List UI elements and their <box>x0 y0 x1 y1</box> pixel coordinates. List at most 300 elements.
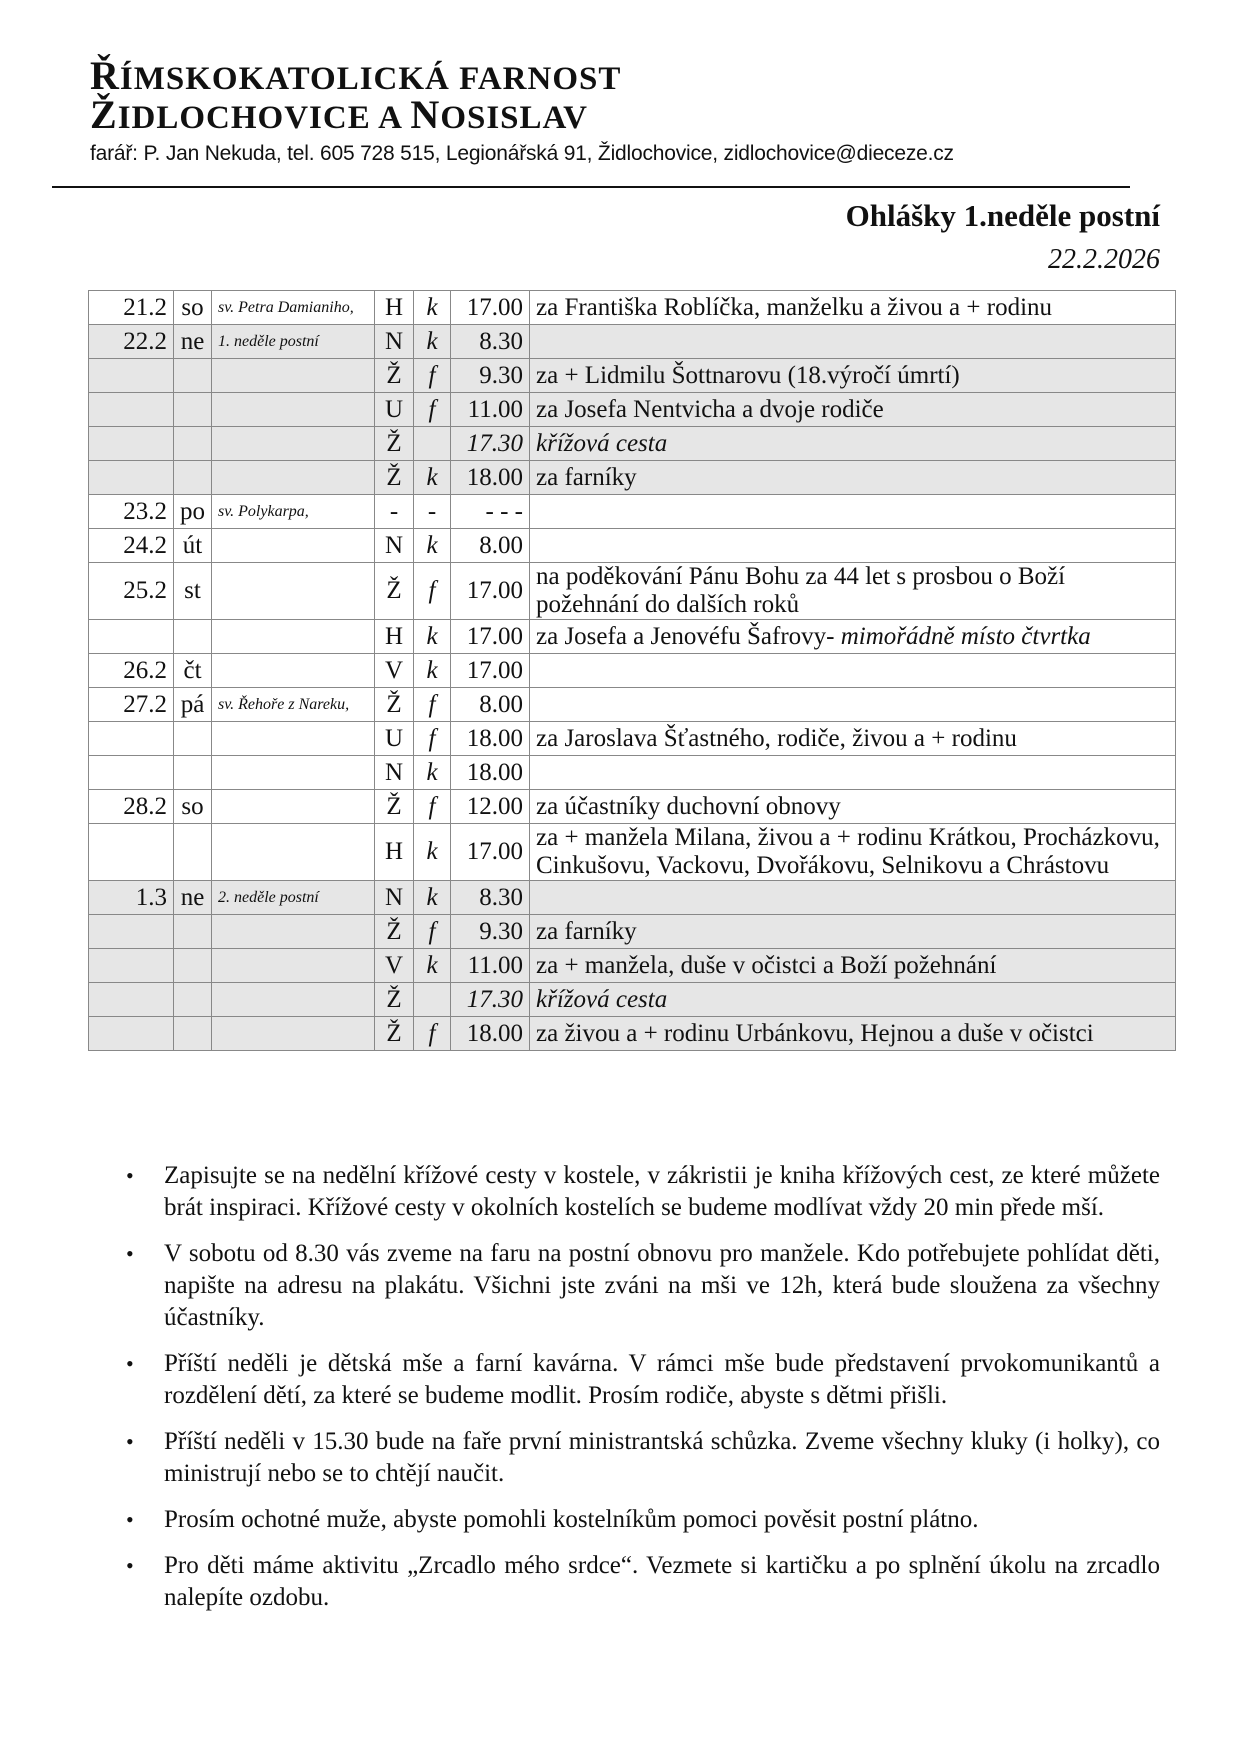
mass-type-cell-text: k <box>426 622 438 650</box>
parish-name-line1 <box>90 53 622 98</box>
weekday-cell <box>174 461 212 495</box>
time-cell-text: 17.00 <box>466 577 523 604</box>
feast-cell <box>212 790 375 824</box>
intention-cell <box>530 881 1176 915</box>
mass-type-cell <box>414 291 451 325</box>
feast-cell-text: 1. neděle postní <box>218 332 319 350</box>
intention-cell-text: za farníky <box>536 917 637 945</box>
time-cell <box>451 325 530 359</box>
page-date: 22.2.2026 <box>1048 244 1160 275</box>
place-cell-text: Ž <box>386 917 402 945</box>
table-row <box>89 427 1176 461</box>
intention-cell-text: za + Lidmilu Šottnarovu (18.výročí úmrtí) <box>536 361 960 389</box>
date-cell <box>89 325 174 359</box>
date-cell <box>89 359 174 393</box>
mass-type-cell-text: f <box>428 361 436 389</box>
feast-cell <box>212 461 375 495</box>
intention-cell-text: křížová cesta <box>536 429 668 457</box>
intention-cell <box>530 824 1176 881</box>
place-cell <box>375 461 414 495</box>
time-cell <box>451 915 530 949</box>
weekday-cell <box>174 688 212 722</box>
weekday-cell <box>174 393 212 427</box>
mass-type-cell <box>414 563 451 620</box>
time-cell <box>451 983 530 1017</box>
intention-cell <box>530 756 1176 790</box>
mass-type-cell-text: k <box>426 758 438 786</box>
feast-cell-text: sv. Petra Damianiho, <box>218 298 354 316</box>
table-row <box>89 359 1176 393</box>
date-cell <box>89 790 174 824</box>
feast-cell-text: sv. Polykarpa, <box>218 502 309 520</box>
feast-cell <box>212 688 375 722</box>
mass-type-cell <box>414 881 451 915</box>
bullet-icon: • <box>126 1507 134 1532</box>
date-cell <box>89 824 174 881</box>
time-cell <box>451 949 530 983</box>
intention-cell <box>530 427 1176 461</box>
announcement-text: Pro děti máme aktivitu „Zrcadlo mého srdce“. Vezmete si kartičku a po splnění úkolu na zrcadlo nalepíte ozdobu. <box>164 1552 1160 1611</box>
table-row <box>89 620 1176 654</box>
mass-type-cell-text: - <box>427 497 437 525</box>
table-row <box>89 881 1176 915</box>
header-divider <box>52 186 1130 188</box>
place-cell <box>375 790 414 824</box>
place-cell <box>375 949 414 983</box>
place-cell-text: H <box>384 838 404 865</box>
time-cell <box>451 688 530 722</box>
time-cell <box>451 824 530 881</box>
time-cell-text: 17.00 <box>466 838 523 865</box>
feast-cell <box>212 824 375 881</box>
weekday-cell <box>174 1017 212 1051</box>
date-cell <box>89 427 174 461</box>
time-cell <box>451 393 530 427</box>
weekday-cell <box>174 291 212 325</box>
weekday-cell <box>174 722 212 756</box>
date-cell <box>89 620 174 654</box>
intention-cell-text: křížová cesta <box>536 985 668 1013</box>
date-cell <box>89 563 174 620</box>
date-cell <box>89 461 174 495</box>
place-cell-text: Ž <box>386 429 402 457</box>
mass-type-cell-text: k <box>426 883 438 911</box>
mass-schedule-table <box>88 290 1176 1051</box>
weekday-cell-text: út <box>182 531 203 559</box>
intention-cell <box>530 359 1176 393</box>
time-cell-text: 8.00 <box>479 690 523 718</box>
weekday-cell-text: ne <box>180 327 205 355</box>
time-cell-text: 17.30 <box>466 985 523 1013</box>
table-row <box>89 291 1176 325</box>
weekday-cell <box>174 427 212 461</box>
intention-cell <box>530 393 1176 427</box>
weekday-cell <box>174 915 212 949</box>
time-cell-text: 9.30 <box>479 361 523 389</box>
place-cell <box>375 756 414 790</box>
mass-type-cell <box>414 325 451 359</box>
announcement-item <box>120 1550 1160 1614</box>
initial-letter: Ž <box>90 92 118 137</box>
time-cell <box>451 756 530 790</box>
place-cell <box>375 654 414 688</box>
table-row <box>89 722 1176 756</box>
weekday-cell <box>174 824 212 881</box>
intention-cell-text: za + manžela Milana, živou a + rodinu Krátkou, Procházkovu, Cinkušovu, Vackovu, Dvořákovu, Selnikovu a Chrástovu <box>536 824 1160 879</box>
mass-type-cell-text: f <box>428 1019 436 1047</box>
place-cell <box>375 620 414 654</box>
date-cell <box>89 756 174 790</box>
place-cell-text: U <box>384 724 404 752</box>
date-cell-text: 1.3 <box>135 883 167 911</box>
date-cell <box>89 495 174 529</box>
place-cell-text: Ž <box>386 1019 402 1047</box>
place-cell <box>375 393 414 427</box>
weekday-cell <box>174 563 212 620</box>
place-cell-text: H <box>384 293 404 321</box>
place-cell <box>375 359 414 393</box>
intention-note: mimořádně místo čtvrtka <box>840 622 1091 650</box>
time-cell-text: 17.00 <box>466 656 523 684</box>
time-cell-text: 18.00 <box>466 463 523 491</box>
contact-line: farář: P. Jan Nekuda, tel. 605 728 515, Legionářská 91, Židlochovice, zidlochovice@dieceze.cz <box>90 142 954 165</box>
weekday-cell <box>174 529 212 563</box>
mass-type-cell <box>414 915 451 949</box>
time-cell-text: 9.30 <box>479 917 523 945</box>
intention-cell-text: za Josefa a Jenovéfu Šafrovy- <box>536 622 841 650</box>
feast-cell <box>212 563 375 620</box>
mass-type-cell-text: f <box>428 917 436 945</box>
mass-type-cell-text: k <box>426 293 438 321</box>
mass-type-cell <box>414 824 451 881</box>
time-cell-text: 11.00 <box>467 951 523 979</box>
feast-cell-text: 2. neděle postní <box>218 888 319 906</box>
feast-cell <box>212 620 375 654</box>
intention-cell <box>530 529 1176 563</box>
weekday-cell <box>174 654 212 688</box>
table-row <box>89 824 1176 881</box>
intention-cell <box>530 325 1176 359</box>
place-cell <box>375 881 414 915</box>
feast-cell <box>212 654 375 688</box>
time-cell <box>451 495 530 529</box>
time-cell-text: 17.00 <box>466 293 523 321</box>
mass-type-cell-text: f <box>428 690 436 718</box>
weekday-cell <box>174 983 212 1017</box>
mass-type-cell-text: f <box>428 577 436 604</box>
date-cell-text: 27.2 <box>123 690 167 718</box>
weekday-cell <box>174 359 212 393</box>
time-cell-text: 8.00 <box>479 531 523 559</box>
weekday-cell <box>174 881 212 915</box>
bullet-icon: • <box>126 1429 134 1454</box>
feast-cell <box>212 949 375 983</box>
feast-cell <box>212 325 375 359</box>
mass-type-cell-text: k <box>426 463 438 491</box>
place-cell-text: N <box>384 327 404 355</box>
intention-cell <box>530 688 1176 722</box>
place-cell-text: Ž <box>386 577 402 604</box>
feast-cell <box>212 983 375 1017</box>
date-cell <box>89 983 174 1017</box>
date-cell <box>89 722 174 756</box>
place-cell-text: N <box>384 531 404 559</box>
time-cell <box>451 427 530 461</box>
mass-type-cell <box>414 756 451 790</box>
weekday-cell-text: ne <box>180 883 205 911</box>
date-cell-text: 22.2 <box>123 327 167 355</box>
place-cell <box>375 915 414 949</box>
date-cell-text: 23.2 <box>123 497 167 525</box>
date-cell <box>89 654 174 688</box>
weekday-cell-text: st <box>184 577 201 604</box>
bullet-icon: • <box>126 1241 134 1266</box>
date-cell-text: 26.2 <box>123 656 167 684</box>
date-cell <box>89 881 174 915</box>
mass-type-cell <box>414 949 451 983</box>
intention-cell-text: za farníky <box>536 463 637 491</box>
initial-letter: Ř <box>90 53 120 98</box>
bullet-icon: • <box>126 1163 134 1188</box>
mass-type-cell <box>414 688 451 722</box>
feast-cell-text: sv. Řehoře z Nareku, <box>218 695 350 713</box>
announcement-text: Příští neděli v 15.30 bude na faře první ministrantská schůzka. Zveme všechny kluky (i holky), co ministrují nebo se to chtějí naučit. <box>164 1428 1160 1487</box>
feast-cell <box>212 359 375 393</box>
table-row <box>89 325 1176 359</box>
time-cell-text: 17.30 <box>466 429 523 457</box>
mass-type-cell-text: k <box>426 327 438 355</box>
weekday-cell <box>174 495 212 529</box>
intention-cell <box>530 563 1176 620</box>
announcement-item <box>120 1504 1160 1536</box>
mass-type-cell <box>414 654 451 688</box>
date-cell <box>89 915 174 949</box>
intention-cell <box>530 495 1176 529</box>
mass-type-cell <box>414 427 451 461</box>
place-cell-text: - <box>389 497 399 525</box>
intention-cell-text: za Jaroslava Šťastného, rodiče, živou a + rodinu <box>536 724 1017 752</box>
table-row <box>89 563 1176 620</box>
bullet-icon: • <box>126 1351 134 1376</box>
feast-cell <box>212 722 375 756</box>
place-cell-text: Ž <box>386 690 402 718</box>
page-title: Ohlášky 1.neděle postní <box>845 198 1160 233</box>
initial-letter: N <box>410 92 441 137</box>
date-cell <box>89 291 174 325</box>
table-row <box>89 915 1176 949</box>
mass-type-cell <box>414 620 451 654</box>
mass-type-cell <box>414 1017 451 1051</box>
table-row <box>89 756 1176 790</box>
table-row <box>89 949 1176 983</box>
time-cell <box>451 654 530 688</box>
weekday-cell-text: so <box>181 792 204 820</box>
feast-cell <box>212 915 375 949</box>
time-cell <box>451 881 530 915</box>
time-cell <box>451 620 530 654</box>
place-cell-text: U <box>384 395 404 423</box>
parish-name-text: OSISLAV <box>440 100 588 136</box>
place-cell <box>375 325 414 359</box>
mass-type-cell <box>414 461 451 495</box>
weekday-cell-text: pá <box>180 690 205 718</box>
mass-type-cell <box>414 359 451 393</box>
place-cell-text: N <box>384 883 404 911</box>
table-row <box>89 529 1176 563</box>
date-cell <box>89 949 174 983</box>
announcement-text: V sobotu od 8.30 vás zveme na faru na postní obnovu pro manžele. Kdo potřebujete pohlídat děti, napište na adresu na plakátu. Všichni jste zváni na mši ve 12h, která bude sloužena za všechny účastníky. <box>164 1240 1160 1331</box>
time-cell <box>451 529 530 563</box>
announcement-item <box>120 1348 1160 1412</box>
mass-type-cell-text: k <box>426 838 438 865</box>
place-cell <box>375 563 414 620</box>
date-cell <box>89 529 174 563</box>
date-cell <box>89 393 174 427</box>
time-cell-text: 8.30 <box>479 327 523 355</box>
intention-cell-text: za účastníky duchovní obnovy <box>536 792 841 820</box>
place-cell <box>375 529 414 563</box>
table-row <box>89 1017 1176 1051</box>
feast-cell <box>212 291 375 325</box>
mass-type-cell-text: k <box>426 951 438 979</box>
mass-type-cell <box>414 529 451 563</box>
mass-type-cell <box>414 722 451 756</box>
weekday-cell-text: po <box>180 497 205 525</box>
intention-cell <box>530 654 1176 688</box>
bullet-icon: • <box>126 1553 134 1578</box>
time-cell-text: 11.00 <box>467 395 523 423</box>
time-cell-text: - - - <box>485 497 523 525</box>
weekday-cell <box>174 790 212 824</box>
intention-cell <box>530 983 1176 1017</box>
announcement-item <box>120 1426 1160 1490</box>
intention-cell <box>530 722 1176 756</box>
parish-header <box>90 53 622 137</box>
weekday-cell <box>174 756 212 790</box>
intention-cell <box>530 620 1176 654</box>
intention-cell <box>530 949 1176 983</box>
time-cell <box>451 1017 530 1051</box>
feast-cell <box>212 881 375 915</box>
place-cell <box>375 688 414 722</box>
mass-type-cell <box>414 495 451 529</box>
table-row <box>89 461 1176 495</box>
weekday-cell <box>174 949 212 983</box>
intention-cell-text: za Františka Roblíčka, manželku a živou a + rodinu <box>536 293 1053 321</box>
table-row <box>89 393 1176 427</box>
place-cell <box>375 291 414 325</box>
parish-name-text: IDLOCHOVICE A <box>117 100 411 136</box>
place-cell <box>375 722 414 756</box>
mass-type-cell <box>414 393 451 427</box>
date-cell-text: 25.2 <box>123 577 167 604</box>
table-row <box>89 983 1176 1017</box>
feast-cell <box>212 529 375 563</box>
intention-cell <box>530 790 1176 824</box>
intention-cell-text: na poděkování Pánu Bohu za 44 let s prosbou o Boží požehnání do dalších roků <box>536 563 1066 618</box>
date-cell-text: 21.2 <box>123 293 167 321</box>
place-cell-text: Ž <box>386 792 402 820</box>
time-cell-text: 8.30 <box>479 883 523 911</box>
mass-type-cell-text: f <box>428 395 436 423</box>
intention-cell <box>530 915 1176 949</box>
mass-type-cell-text: k <box>426 656 438 684</box>
feast-cell <box>212 756 375 790</box>
time-cell <box>451 291 530 325</box>
time-cell-text: 18.00 <box>466 758 523 786</box>
time-cell-text: 18.00 <box>466 724 523 752</box>
place-cell <box>375 824 414 881</box>
date-cell <box>89 688 174 722</box>
place-cell <box>375 495 414 529</box>
place-cell <box>375 1017 414 1051</box>
intention-cell <box>530 291 1176 325</box>
mass-type-cell-text: k <box>426 531 438 559</box>
date-cell-text: 24.2 <box>123 531 167 559</box>
mass-type-cell <box>414 983 451 1017</box>
table-row <box>89 654 1176 688</box>
mass-type-cell-text: f <box>428 724 436 752</box>
time-cell <box>451 790 530 824</box>
table-row <box>89 688 1176 722</box>
announcement-list <box>120 1160 1160 1628</box>
mass-type-cell-text: f <box>428 792 436 820</box>
date-cell-text: 28.2 <box>123 792 167 820</box>
place-cell <box>375 427 414 461</box>
weekday-cell-text: čt <box>183 656 202 684</box>
announcement-text: Zapisujte se na nedělní křížové cesty v kostele, v zákristii je kniha křížových cest, ze které můžete brát inspiraci. Křížové cesty v okolních kostelích se budeme modlívat vždy 20 min přede mší. <box>164 1162 1160 1221</box>
mass-type-cell <box>414 790 451 824</box>
intention-cell <box>530 461 1176 495</box>
weekday-cell <box>174 325 212 359</box>
time-cell-text: 18.00 <box>466 1019 523 1047</box>
place-cell-text: Ž <box>386 463 402 491</box>
table-row <box>89 495 1176 529</box>
announcement-text: Příští neděli je dětská mše a farní kavárna. V rámci mše bude představení prvokomunikantů a rozdělení dětí, za které se budeme modlit. Prosím rodiče, abyste s dětmi přišli. <box>164 1350 1160 1409</box>
weekday-cell-text: so <box>181 293 204 321</box>
intention-cell-text: za živou a + rodinu Urbánkovu, Hejnou a duše v očistci <box>536 1019 1094 1047</box>
intention-cell-text: za Josefa Nentvicha a dvoje rodiče <box>536 395 884 423</box>
place-cell-text: N <box>384 758 404 786</box>
announcement-item <box>120 1238 1160 1334</box>
time-cell <box>451 359 530 393</box>
place-cell-text: Ž <box>386 985 402 1013</box>
feast-cell <box>212 1017 375 1051</box>
place-cell-text: Ž <box>386 361 402 389</box>
place-cell-text: H <box>384 622 404 650</box>
intention-cell-text: za + manžela, duše v očistci a Boží požehnání <box>536 951 997 979</box>
place-cell-text: V <box>384 656 404 684</box>
parish-name-line2 <box>90 92 621 137</box>
weekday-cell <box>174 620 212 654</box>
time-cell-text: 12.00 <box>466 792 523 820</box>
time-cell-text: 17.00 <box>466 622 523 650</box>
place-cell <box>375 983 414 1017</box>
place-cell-text: V <box>384 951 404 979</box>
time-cell <box>451 461 530 495</box>
time-cell <box>451 722 530 756</box>
announcement-text: Prosím ochotné muže, abyste pomohli kostelníkům pomoci pověsit postní plátno. <box>164 1506 979 1533</box>
time-cell <box>451 563 530 620</box>
feast-cell <box>212 495 375 529</box>
feast-cell <box>212 427 375 461</box>
parish-name-text: ÍMSKOKATOLICKÁ FARNOST <box>119 61 622 97</box>
table-row <box>89 790 1176 824</box>
feast-cell <box>212 393 375 427</box>
announcement-item <box>120 1160 1160 1224</box>
date-cell <box>89 1017 174 1051</box>
intention-cell <box>530 1017 1176 1051</box>
